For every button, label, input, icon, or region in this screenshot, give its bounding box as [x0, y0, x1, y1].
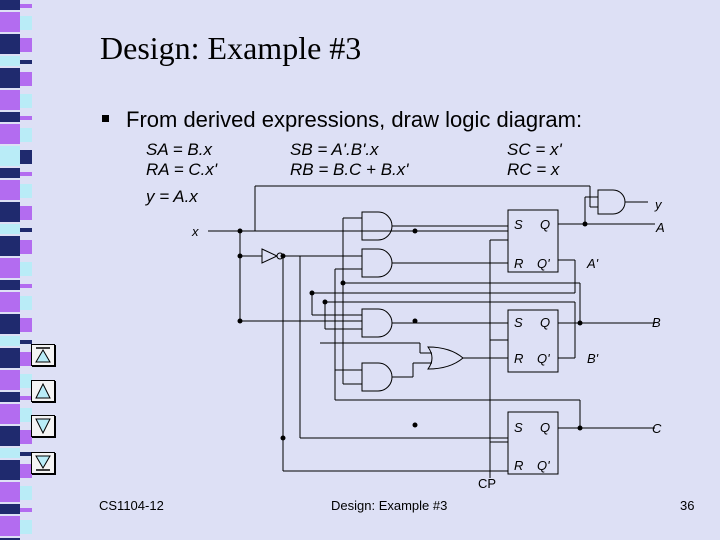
and-gate-sa — [362, 212, 392, 240]
expr-rc: RC = x — [507, 160, 560, 179]
ff-a-r: R — [514, 256, 524, 271]
output-b-bar-label: B' — [587, 351, 599, 366]
ff-a-q: Q — [540, 217, 551, 232]
expr-ra: RA = C.x' — [146, 160, 218, 179]
down-arrow-bar-icon — [32, 453, 54, 473]
ff-b-q: Q — [540, 315, 551, 330]
down-arrow-icon — [32, 416, 54, 436]
expr-sa: SA = B.x — [146, 140, 212, 159]
slide-title: Design: Example #3 — [100, 30, 362, 66]
ff-c-s: S — [514, 420, 523, 435]
nav-next-button[interactable] — [31, 415, 55, 437]
expr-sb: SB = A'.B'.x — [290, 140, 379, 159]
output-c-label: C — [652, 421, 662, 436]
and-gate-sb — [362, 309, 392, 337]
ff-c-q: Q — [540, 420, 551, 435]
and-gate-y — [598, 190, 625, 214]
ff-a-s: S — [514, 217, 523, 232]
up-arrow-bar-icon — [32, 345, 54, 365]
expr-rb: RB = B.C + B.x' — [290, 160, 409, 179]
nav-previous-button[interactable] — [31, 380, 55, 402]
expr-sc: SC = x' — [507, 140, 562, 159]
bullet-text: From derived expressions, draw logic diagram: — [126, 107, 583, 132]
output-a-label: A — [656, 220, 665, 235]
ff-b-qbar: Q' — [537, 351, 550, 366]
nav-first-button[interactable] — [31, 344, 55, 366]
and-gate-rb1 — [362, 363, 392, 391]
input-x-label: x — [192, 224, 199, 239]
ff-b-s: S — [514, 315, 523, 330]
nav-last-button[interactable] — [31, 452, 55, 474]
and-gate-ra — [362, 249, 392, 277]
ff-b-r: R — [514, 351, 524, 366]
inverter-icon — [262, 249, 277, 263]
footer-course: CS1104-12 — [99, 498, 164, 513]
up-arrow-icon — [32, 381, 54, 401]
ff-c-qbar: Q' — [537, 458, 550, 473]
ff-a-qbar: Q' — [537, 256, 550, 271]
ff-c-r: R — [514, 458, 524, 473]
page-number: 36 — [680, 498, 695, 513]
clock-label: CP — [478, 476, 497, 491]
output-y-label: y — [655, 197, 662, 212]
output-a-bar-label: A' — [587, 256, 599, 271]
expr-y: y = A.x — [146, 187, 198, 206]
footer-center: Design: Example #3 — [331, 498, 448, 513]
output-b-label: B — [652, 315, 661, 330]
or-gate-rb — [428, 347, 463, 369]
